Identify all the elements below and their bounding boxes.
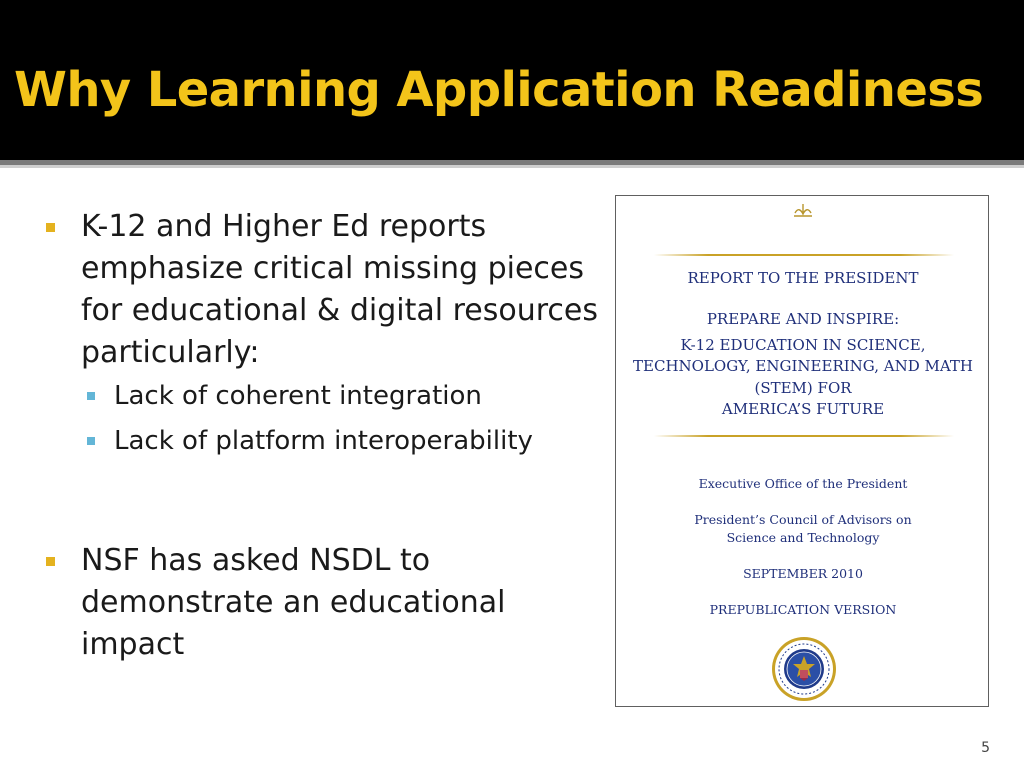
bullet-list — [42, 206, 602, 666]
gold-rule — [654, 254, 954, 256]
square-bullet-icon — [46, 223, 55, 232]
sub-bullet-item — [42, 419, 602, 464]
slide-title: Why Learning Application Readiness — [14, 62, 984, 118]
cover-subtitle-line: AMERICA’S FUTURE — [721, 400, 885, 418]
bullet-spacer — [42, 464, 602, 540]
presidential-seal-icon — [771, 636, 837, 702]
square-sub-bullet-icon — [87, 392, 95, 400]
cover-report-to: REPORT TO THE PRESIDENT — [687, 269, 919, 287]
ornament-icon — [791, 202, 815, 218]
cover-subtitle-line: TECHNOLOGY, ENGINEERING, AND MATH — [633, 357, 973, 375]
cover-council-line: Science and Technology — [726, 530, 880, 545]
bullet-item — [42, 540, 602, 666]
sub-bullet-item — [42, 374, 602, 419]
cover-version: PREPUBLICATION VERSION — [709, 602, 897, 617]
page-number: 5 — [981, 740, 990, 756]
gold-rule — [654, 435, 954, 437]
cover-office: Executive Office of the President — [698, 476, 908, 491]
report-cover-image — [615, 195, 989, 707]
sub-bullet-text: Lack of coherent integration — [114, 381, 482, 411]
bullet-item — [42, 206, 602, 374]
title-bar — [0, 0, 1024, 160]
bullet-text: K-12 and Higher Ed reports emphasize critical missing pieces for educational & digital resources particularly: — [81, 209, 598, 370]
title-divider-highlight — [0, 165, 1024, 168]
square-sub-bullet-icon — [87, 437, 95, 445]
square-bullet-icon — [46, 557, 55, 566]
cover-council-line: President’s Council of Advisors on — [694, 512, 912, 527]
cover-headline: PREPARE AND INSPIRE: — [706, 310, 900, 328]
cover-subtitle-line: (STEM) FOR — [754, 379, 852, 397]
cover-subtitle-line: K-12 EDUCATION IN SCIENCE, — [680, 336, 926, 354]
cover-date: SEPTEMBER 2010 — [743, 566, 863, 581]
bullet-text: NSF has asked NSDL to demonstrate an educational impact — [81, 543, 506, 662]
sub-bullet-text: Lack of platform interoperability — [114, 426, 533, 456]
